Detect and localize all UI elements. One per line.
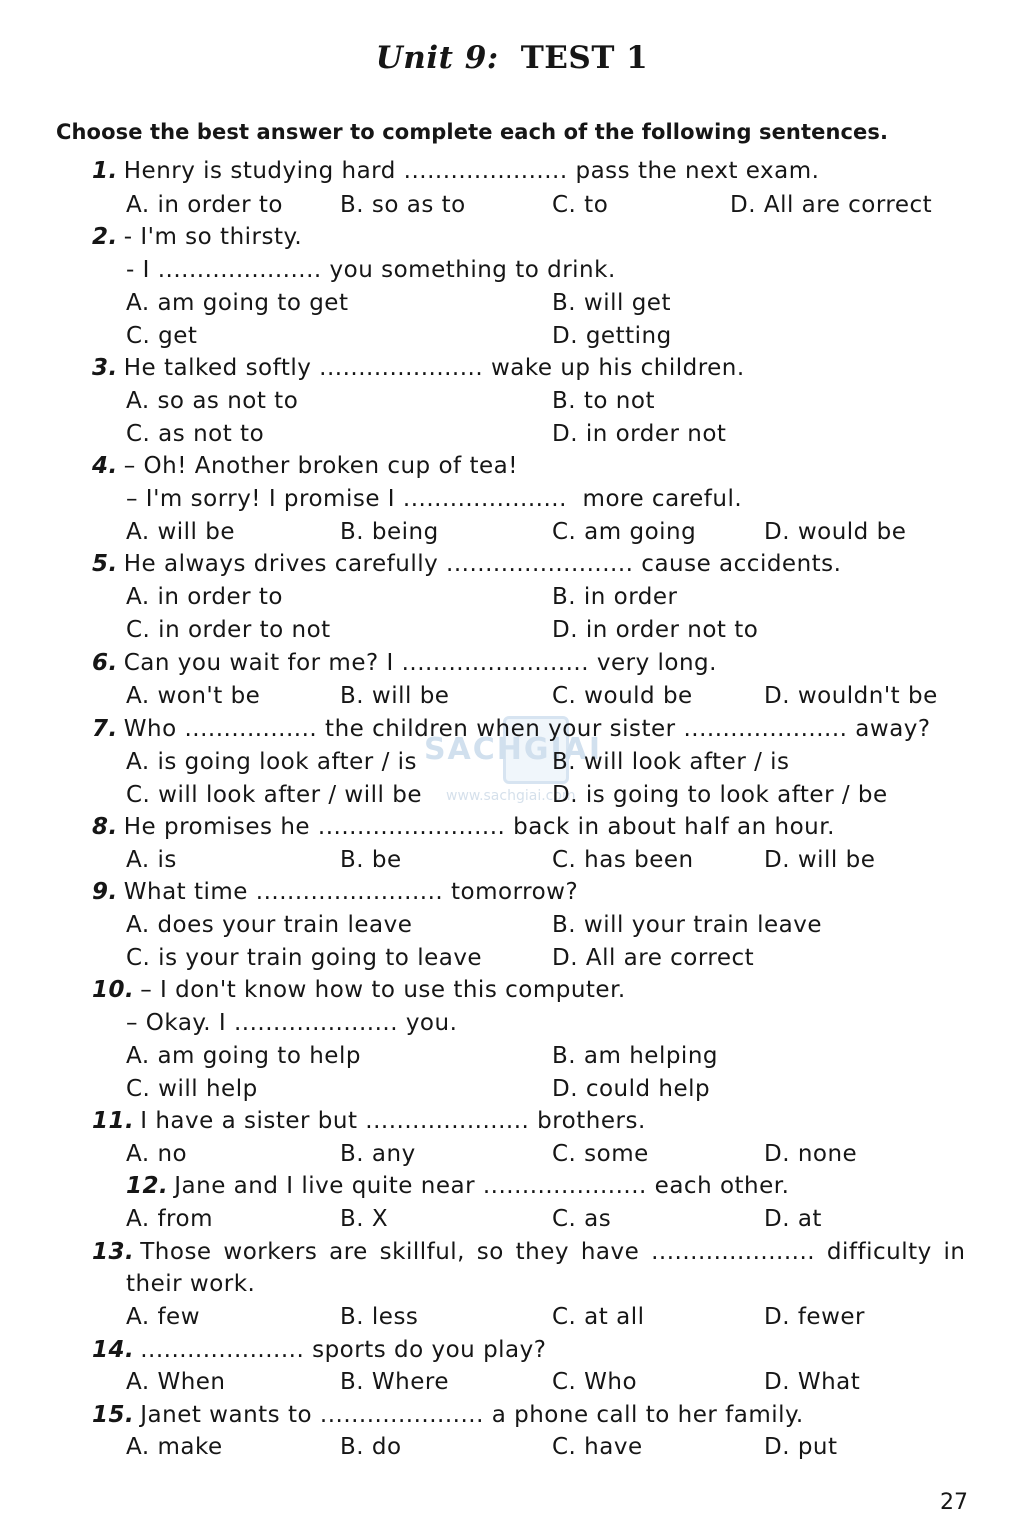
test-label: TEST 1	[520, 40, 649, 76]
question-13	[92, 1239, 966, 1265]
question-number: 4.	[92, 453, 118, 479]
option-c: C. have	[552, 1434, 643, 1460]
option-d: D. none	[764, 1141, 858, 1167]
option-a: A. When	[126, 1369, 226, 1395]
question-text-line-2: their work.	[126, 1271, 256, 1297]
option-c: C. Who	[552, 1369, 638, 1395]
question-number: 15.	[92, 1402, 135, 1428]
option-d: D. fewer	[764, 1304, 865, 1330]
option-a: A. is going look after / is	[126, 749, 418, 775]
question-number: 5.	[92, 551, 118, 577]
option-d: D. wouldn't be	[764, 683, 938, 709]
question-text: He always drives carefully ........................ cause accidents.	[123, 551, 842, 577]
option-b: B. Where	[340, 1369, 449, 1395]
question-5	[92, 551, 841, 577]
question-number: 2.	[92, 224, 118, 250]
option-b: B. to not	[552, 388, 655, 414]
question-text: I have a sister but ..................... brothers.	[140, 1108, 646, 1134]
option-b: B. X	[340, 1206, 389, 1232]
option-b: B. will look after / is	[552, 749, 790, 775]
question-text: Who ................. the children when your sister ..................... away?	[123, 716, 931, 742]
option-d: D. is going to look after / be	[552, 782, 888, 808]
option-d: D. All are correct	[552, 945, 755, 971]
option-a: A. in order to	[126, 192, 283, 218]
question-4	[92, 453, 518, 479]
question-number: 14.	[92, 1337, 135, 1363]
question-12	[126, 1173, 789, 1199]
option-a: A. in order to	[126, 584, 283, 610]
question-text: He promises he ........................ back in about half an hour.	[123, 814, 835, 840]
option-a: A. am going to help	[126, 1043, 361, 1069]
question-text-line-2: – Okay. I ..................... you.	[126, 1010, 458, 1036]
option-b: B. any	[340, 1141, 416, 1167]
option-b: B. do	[340, 1434, 402, 1460]
question-number: 8.	[92, 814, 118, 840]
question-9	[92, 879, 578, 905]
question-number: 9.	[92, 879, 118, 905]
option-a: A. is	[126, 847, 177, 873]
option-a: A. few	[126, 1304, 201, 1330]
option-a: A. does your train leave	[126, 912, 413, 938]
option-c: C. to	[552, 192, 609, 218]
watermark-url: www.sachgiai.com	[446, 788, 576, 804]
option-a: A. so as not to	[126, 388, 299, 414]
option-c: C. as not to	[126, 421, 265, 447]
question-text: - I'm so thirsty.	[123, 224, 303, 250]
question-15	[92, 1402, 804, 1428]
option-c: C. would be	[552, 683, 693, 709]
option-c: C. as	[552, 1206, 612, 1232]
option-b: B. am helping	[552, 1043, 718, 1069]
question-text: ..................... sports do you play?	[140, 1337, 547, 1363]
option-a: A. no	[126, 1141, 188, 1167]
question-number: 10.	[92, 977, 135, 1003]
option-c: C. in order to not	[126, 617, 331, 643]
question-text: Janet wants to ..................... a phone call to her family.	[140, 1402, 804, 1428]
option-a: A. won't be	[126, 683, 261, 709]
option-b: B. less	[340, 1304, 419, 1330]
option-d: D. will be	[764, 847, 876, 873]
question-11	[92, 1108, 646, 1134]
question-text: He talked softly ..................... wake up his children.	[123, 355, 745, 381]
question-number: 7.	[92, 716, 118, 742]
watermark-text: SACHGIAI	[423, 732, 603, 767]
question-1	[92, 158, 819, 184]
question-2	[92, 224, 302, 250]
question-number: 6.	[92, 650, 118, 676]
option-d: D. in order not	[552, 421, 727, 447]
option-d: D. in order not to	[552, 617, 759, 643]
option-b: B. will get	[552, 290, 671, 316]
question-text: – Oh! Another broken cup of tea!	[123, 453, 518, 479]
option-d: D. at	[764, 1206, 822, 1232]
option-b: B. being	[340, 519, 439, 545]
question-text: What time ........................ tomorrow?	[123, 879, 579, 905]
option-d: D. would be	[764, 519, 907, 545]
option-b: B. in order	[552, 584, 678, 610]
question-7	[92, 716, 931, 742]
option-d: D. What	[764, 1369, 861, 1395]
option-a: A. am going to get	[126, 290, 349, 316]
option-c: C. am going	[552, 519, 697, 545]
option-c: C. will look after / will be	[126, 782, 422, 808]
option-a: A. from	[126, 1206, 213, 1232]
question-text-line-2: - I ..................... you something to drink.	[126, 257, 616, 283]
option-c: C. at all	[552, 1304, 645, 1330]
option-d: D. getting	[552, 323, 672, 349]
question-number: 1.	[92, 158, 118, 184]
page-title	[0, 40, 1024, 76]
option-d: D. could help	[552, 1076, 711, 1102]
option-b: B. be	[340, 847, 402, 873]
question-6	[92, 650, 717, 676]
question-number: 12.	[126, 1173, 169, 1199]
option-c: C. is your train going to leave	[126, 945, 483, 971]
question-number: 3.	[92, 355, 118, 381]
question-3	[92, 355, 745, 381]
option-d: D. All are correct	[730, 192, 933, 218]
option-c: C. some	[552, 1141, 649, 1167]
question-text-line-2: – I'm sorry! I promise I ..................... more careful.	[126, 486, 743, 512]
question-text: Those workers are skillful, so they have ..................... difficulty in	[140, 1239, 966, 1265]
question-text: Can you wait for me? I ........................ very long.	[123, 650, 717, 676]
option-c: C. has been	[552, 847, 694, 873]
question-number: 11.	[92, 1108, 135, 1134]
question-8	[92, 814, 835, 840]
option-a: A. will be	[126, 519, 235, 545]
question-text: Henry is studying hard ..................... pass the next exam.	[123, 158, 820, 184]
unit-label: Unit 9:	[375, 40, 499, 76]
instruction-text: Choose the best answer to complete each of the following sentences.	[56, 120, 889, 144]
option-b: B. will be	[340, 683, 450, 709]
question-number: 13.	[92, 1239, 135, 1265]
question-text: Jane and I live quite near ..................... each other.	[174, 1173, 790, 1199]
question-10	[92, 977, 626, 1003]
option-c: C. get	[126, 323, 198, 349]
option-c: C. will help	[126, 1076, 258, 1102]
option-a: A. make	[126, 1434, 223, 1460]
question-14	[92, 1337, 546, 1363]
question-text: – I don't know how to use this computer.	[140, 977, 626, 1003]
option-b: B. so as to	[340, 192, 466, 218]
option-b: B. will your train leave	[552, 912, 822, 938]
option-d: D. put	[764, 1434, 838, 1460]
page-number: 27	[940, 1490, 968, 1515]
